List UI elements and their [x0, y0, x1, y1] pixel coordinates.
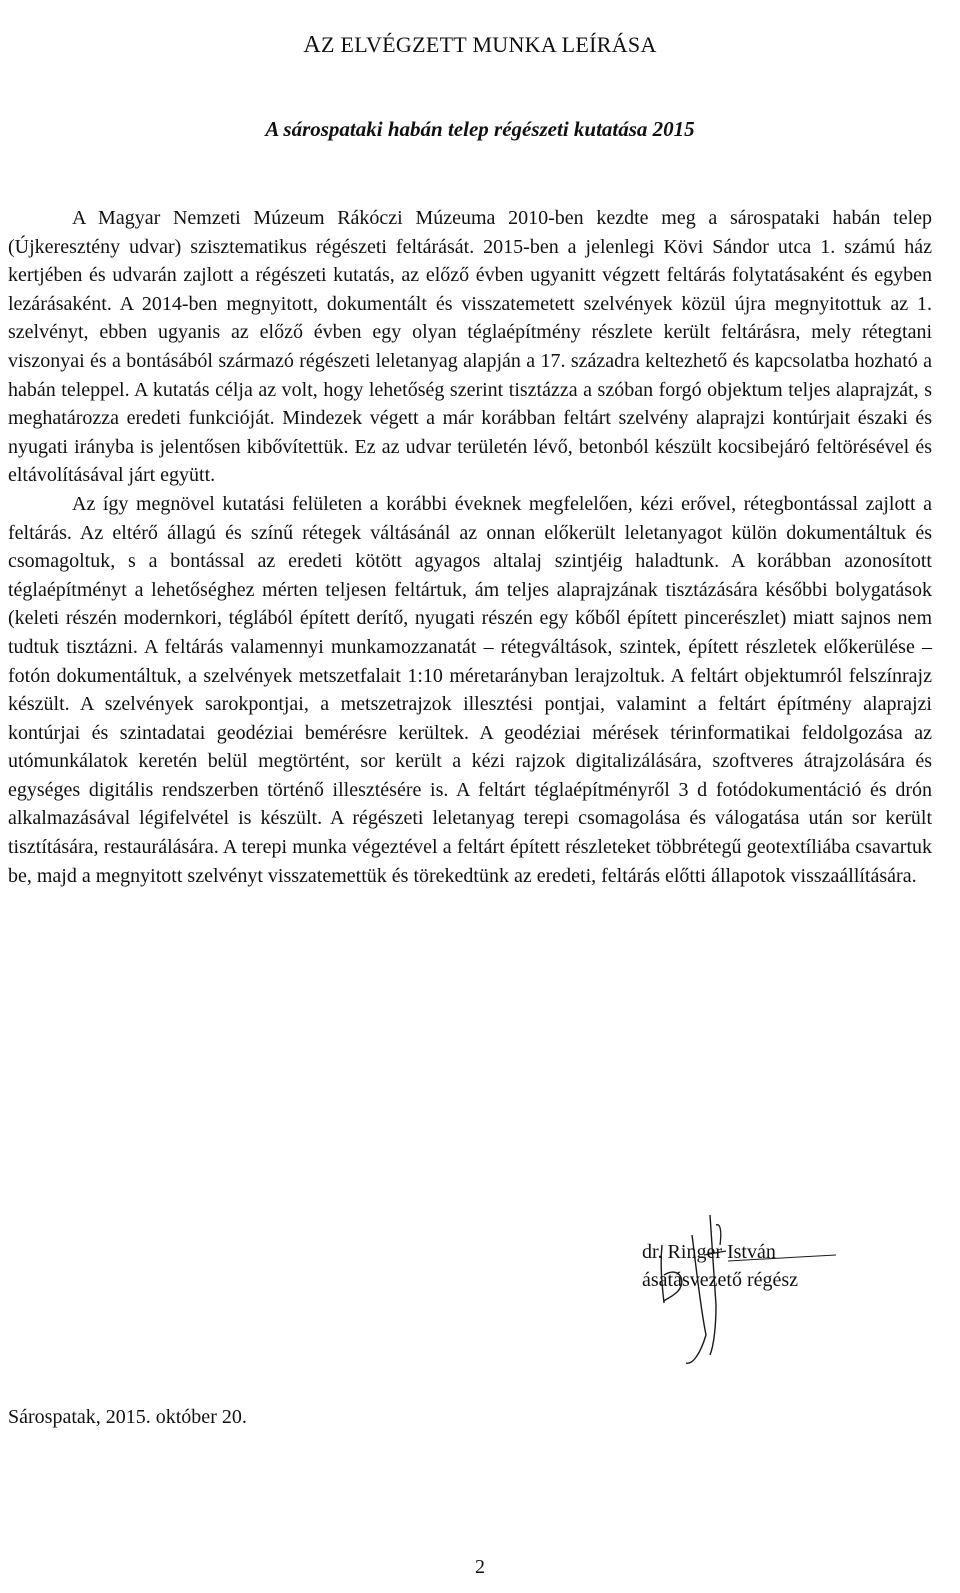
signatory-name: dr. Ringer István — [642, 1241, 776, 1263]
document-body — [8, 204, 932, 890]
page-number: 2 — [475, 1556, 485, 1578]
signature-block — [640, 1225, 900, 1395]
document-subtitle: A sárospataki habán telep régészeti kutatása 2015 — [265, 117, 695, 141]
heading-initial: A — [303, 32, 321, 58]
signatory-title: ásatásvezető régész — [642, 1269, 799, 1291]
place-and-date: Sárospatak, 2015. október 20. — [8, 1406, 247, 1428]
heading-rest: Z ELVÉGZETT MUNKA LEÍRÁSA — [320, 32, 657, 57]
document-heading — [0, 32, 960, 59]
paragraph-2: Az így megnövel kutatási felületen a korábbi éveknek megfelelően, kézi erővel, rétegbontással zajlott a feltárás. Az eltérő állagú és színű rétegek váltásánál az onnan előkerült leletanyagot külön dokumentáltuk és csomagoltuk, s a bontással az eredeti kötött agyagos altalaj szintjéig haladtunk. A korábban azonosított téglaépítményt a lehetőséghez mérten teljesen feltártuk, ám teljes alaprajzának tisztázására későbbi bolygatások (keleti részén modernkori, téglából épített derítő, nyugati részén egy kőből épített pincerészlet) miatt sajnos nem tudtuk tisztázni. A feltárás valamennyi munkamozzanatát – rétegváltások, szintek, épített részletek előkerülése – fotón dokumentáltuk, a szelvények metszetfalait 1:10 méretarányban lerajzoltuk. A feltárt objektumról felszínrajz készült. A szelvények sarokpontjai, a metszetrajzok illesztési pontjai, valamint a feltárt építmény alaprajzi kontúrjai és szintadatai geodéziai bemérésre kerültek. A geodéziai mérések térinformatikai feldolgozása az utómunkálatok keretén belül megtörtént, sor került a kézi rajzok digitalizálására, szoftveres átrajzolására és egységes digitális rendszerben történő illesztésére is. A feltárt téglaépítményről 3 d fotódokumentáció és drón alkalmazásával légifelvétel is készült. A régészeti leletanyag terepi csomagolása és válogatása után sor került tisztítására, restaurálására. A terepi munka végeztével a feltárt épített részleteket többrétegű geotextíliába csavartuk be, majd a megnyitott szelvényt visszatemettük és törekedtünk az eredeti, feltárás előtti állapotok visszaállítására. — [8, 492, 932, 887]
paragraph-1: A Magyar Nemzeti Múzeum Rákóczi Múzeuma 2010-ben kezdte meg a sárospataki habán telep (Újkeresztény udvar) szisztematikus régészeti feltárását. 2015-ben a jelenlegi Kövi Sándor utca 1. számú ház kertjében és udvarán zajlott a régészeti kutatás, az előző évben ugyanitt végzett feltárás folytatásaként és egyben lezárásaként. A 2014-ben megnyitott, dokumentált és visszatemetett szelvények közül újra megnyitottuk az 1. szelvényt, ebben ugyanis az előző évben egy olyan téglaépítmény részlete került feltárásra, mely rétegtani viszonyai és a bontásából származó régészeti leletanyag alapján a 17. századra keltezhető és kapcsolatba hozható a habán teleppel. A kutatás célja az volt, hogy lehetőség szerint tisztázza a szóban forgó objektum teljes alaprajzát, s meghatározza eredeti funkcióját. Mindezek végett a már korábban feltárt szelvény alaprajzi kontúrjait északi és nyugati irányba is jelentősen kibővítettük. Ez az udvar területén lévő, betonból készült kocsibejáró feltörésével és eltávolításával járt együtt. — [8, 207, 932, 487]
